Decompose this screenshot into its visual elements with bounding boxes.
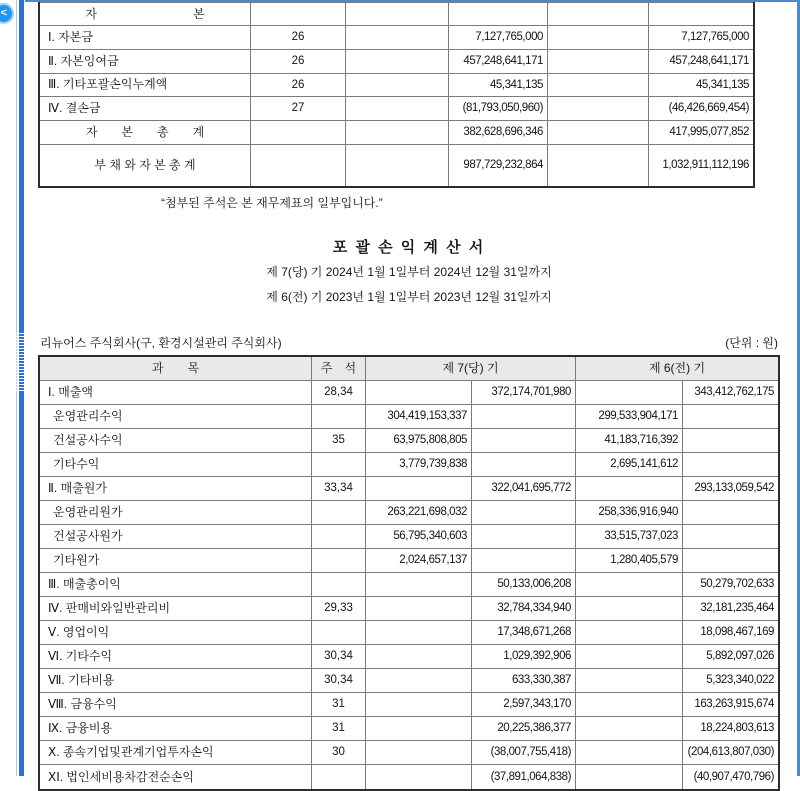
- amount-cell-text: (40,907,470,796): [693, 770, 774, 783]
- note-ref-cell: [312, 501, 366, 524]
- table-row: [40, 621, 778, 645]
- table-row: [40, 453, 778, 477]
- amount-cell: [576, 717, 683, 740]
- note-ref-cell: [251, 145, 346, 186]
- table-row: [40, 357, 778, 381]
- account-cell: [40, 50, 251, 73]
- amount-cell-text: 5,323,340,022: [706, 674, 774, 687]
- table-row: [40, 669, 778, 693]
- table-row: [40, 477, 778, 501]
- table-row: [40, 429, 778, 453]
- amount-cell-text: 18,098,467,169: [700, 626, 774, 639]
- current-period-header-cell: [366, 357, 576, 380]
- amount-cell-text: 2,024,657,137: [399, 554, 467, 567]
- amount-cell-text: (37,891,064,838): [490, 770, 571, 783]
- amount-cell: [346, 97, 449, 120]
- note-ref-cell-text: 28,34: [324, 386, 353, 399]
- amount-cell: [366, 525, 472, 548]
- table-row: [40, 3, 753, 26]
- account-cell-text: 건설공사수익: [53, 433, 123, 447]
- note-ref-cell-text: 30,34: [324, 674, 353, 687]
- table-row: [40, 717, 778, 741]
- account-cell-text: Ⅰ. 매출액: [48, 385, 93, 399]
- amount-cell-text: (38,007,755,418): [490, 746, 571, 759]
- amount-cell: [472, 693, 576, 716]
- account-cell-text: Ⅷ. 금융수익: [48, 697, 117, 711]
- company-and-unit-row: [40, 334, 778, 351]
- account-header-cell-text: 과 목: [151, 361, 200, 375]
- amount-cell: [366, 501, 472, 524]
- note-ref-cell: [312, 405, 366, 428]
- table-row: [40, 121, 753, 145]
- note-ref-cell: [251, 3, 346, 25]
- viewer-frame-border-top: [25, 0, 800, 2]
- note-ref-cell: [312, 381, 366, 404]
- amount-cell-text: 56,795,340,603: [393, 530, 467, 543]
- prior-period-header-cell: [576, 357, 778, 380]
- amount-cell-text: 45,341,135: [695, 78, 749, 91]
- table-row: [40, 549, 778, 573]
- amount-cell-text: 33,515,737,023: [604, 530, 678, 543]
- note-ref-cell: [312, 453, 366, 476]
- amount-cell-text: 50,133,006,208: [497, 578, 571, 591]
- account-cell-text: Ⅴ. 영업이익: [48, 625, 110, 639]
- amount-cell-text: 41,183,716,392: [604, 434, 678, 447]
- amount-cell-text: 45,341,135: [489, 78, 543, 91]
- amount-cell: [683, 597, 778, 620]
- amount-cell: [683, 669, 778, 692]
- amount-cell: [472, 501, 576, 524]
- amount-cell-text: 372,174,701,980: [491, 386, 571, 399]
- table-row: [40, 765, 778, 789]
- amount-cell: [683, 573, 778, 596]
- company-name: 리뉴어스 주식회사(구, 환경시설관리 주식회사): [40, 336, 282, 350]
- amount-cell-text: 163,263,915,674: [694, 698, 774, 711]
- note-ref-cell: [312, 717, 366, 740]
- statement-title: 포 괄 손 익 계 산 서: [332, 239, 486, 256]
- account-cell-text: Ⅳ. 판매비와일반관리비: [48, 601, 171, 615]
- account-header-cell: [40, 357, 312, 380]
- account-cell: [40, 669, 312, 692]
- note-ref-cell-text: 26: [291, 54, 305, 67]
- account-cell: [40, 501, 312, 524]
- amount-cell-text: 263,221,698,032: [387, 506, 467, 519]
- amount-cell: [683, 741, 778, 764]
- amount-cell: [472, 429, 576, 452]
- amount-cell: [366, 453, 472, 476]
- note-ref-cell-text: 35: [332, 434, 345, 447]
- account-cell: [40, 717, 312, 740]
- account-cell-text: Ⅰ. 자본금: [48, 29, 93, 44]
- amount-cell-text: 322,041,695,772: [491, 482, 571, 495]
- table-row: [40, 381, 778, 405]
- amount-cell-text: 304,419,153,337: [387, 410, 467, 423]
- account-cell-text: Ⅳ. 결손금: [48, 101, 101, 116]
- account-cell-text: Ⅸ. 금융비용: [48, 721, 113, 735]
- amount-cell: [548, 50, 649, 73]
- amount-cell-text: 2,597,343,170: [503, 698, 571, 711]
- amount-cell: [366, 477, 472, 500]
- account-cell: [40, 97, 251, 120]
- panel-splitter-bar[interactable]: [15, 0, 25, 776]
- note-ref-cell: [312, 741, 366, 764]
- amount-cell: [548, 74, 649, 97]
- amount-cell: [366, 693, 472, 716]
- amount-cell-text: 1,032,911,112,196: [662, 159, 749, 171]
- note-ref-cell: [312, 765, 366, 789]
- note-ref-cell: [251, 97, 346, 120]
- amount-cell: [683, 477, 778, 500]
- account-cell-text: Ⅹ. 종속기업및관계기업투자손익: [48, 745, 214, 759]
- income-statement-table: [38, 355, 780, 791]
- account-cell: [40, 429, 312, 452]
- amount-cell-text: 343,412,762,175: [694, 386, 774, 399]
- account-cell: [40, 621, 312, 644]
- account-cell: [40, 121, 251, 144]
- amount-cell: [472, 669, 576, 692]
- account-cell-text: 자 본: [85, 6, 205, 21]
- amount-cell: [683, 453, 778, 476]
- amount-cell-text: 63,975,808,805: [393, 434, 467, 447]
- amount-cell-text: 3,779,739,838: [399, 458, 467, 471]
- amount-cell: [449, 121, 548, 144]
- amount-cell: [576, 477, 683, 500]
- account-cell: [40, 525, 312, 548]
- table-row: [40, 573, 778, 597]
- amount-cell: [366, 717, 472, 740]
- amount-cell: [548, 121, 649, 144]
- amount-cell-text: 50,279,702,633: [700, 578, 774, 591]
- attached-notes-disclaimer: “첨부된 주석은 본 재무제표의 일부입니다.”: [161, 196, 383, 210]
- account-cell-text: ⅩⅠ. 법인세비용차감전순손익: [48, 769, 194, 784]
- amount-cell: [472, 765, 576, 789]
- table-row: [40, 525, 778, 549]
- account-cell-text: 기타수익: [53, 457, 100, 471]
- note-ref-cell: [312, 669, 366, 692]
- table-row: [40, 97, 753, 121]
- note-ref-cell: [312, 477, 366, 500]
- balance-sheet-capital-table: [38, 0, 755, 188]
- account-cell: [40, 477, 312, 500]
- account-cell: [40, 549, 312, 572]
- note-ref-cell: [312, 429, 366, 452]
- account-cell: [40, 573, 312, 596]
- amount-cell-text: 417,995,077,852: [669, 126, 749, 139]
- current-period-header-cell-text: 제 7(당) 기: [442, 361, 499, 375]
- account-cell: [40, 405, 312, 428]
- amount-cell: [472, 453, 576, 476]
- amount-cell: [683, 429, 778, 452]
- amount-cell: [683, 525, 778, 548]
- prior-period-line: 제 6(전) 기 2023년 1월 1일부터 2023년 12월 31일까지: [266, 290, 552, 304]
- note-ref-cell: [312, 573, 366, 596]
- amount-cell: [366, 549, 472, 572]
- amount-cell: [472, 381, 576, 404]
- amount-cell: [472, 549, 576, 572]
- amount-cell-text: 633,330,387: [511, 674, 571, 687]
- account-cell-text: Ⅵ. 기타수익: [48, 649, 113, 663]
- note-ref-cell-text: 26: [291, 31, 305, 44]
- amount-cell: [576, 573, 683, 596]
- note-header-cell-text: 주 석: [320, 361, 357, 375]
- amount-cell-text: 5,892,097,026: [706, 650, 774, 663]
- amount-cell: [576, 405, 683, 428]
- note-ref-cell-text: 29,33: [324, 602, 353, 615]
- account-cell-text: 운영관리원가: [53, 505, 123, 519]
- account-cell: [40, 741, 312, 764]
- account-cell: [40, 26, 251, 49]
- note-ref-cell: [312, 621, 366, 644]
- amount-cell: [449, 50, 548, 73]
- note-ref-cell: [251, 74, 346, 97]
- amount-cell: [576, 597, 683, 620]
- account-cell-text: 운영관리수익: [53, 409, 123, 423]
- amount-cell: [576, 429, 683, 452]
- table-row: [40, 501, 778, 525]
- chevron-left-icon: <: [0, 7, 7, 19]
- amount-cell: [576, 693, 683, 716]
- amount-cell: [683, 693, 778, 716]
- table-row: [40, 145, 753, 186]
- amount-cell: [346, 50, 449, 73]
- note-ref-cell-text: 31: [332, 698, 345, 711]
- amount-cell: [576, 381, 683, 404]
- account-cell: [40, 74, 251, 97]
- amount-cell: [649, 145, 753, 186]
- amount-cell: [472, 645, 576, 668]
- amount-cell: [683, 549, 778, 572]
- amount-cell-text: 1,029,392,906: [503, 650, 571, 663]
- account-cell-text: Ⅲ. 기타포괄손익누계액: [48, 77, 168, 92]
- amount-cell: [346, 121, 449, 144]
- amount-cell: [576, 741, 683, 764]
- amount-cell: [366, 405, 472, 428]
- note-ref-cell: [312, 549, 366, 572]
- amount-cell: [683, 717, 778, 740]
- amount-cell: [366, 741, 472, 764]
- amount-cell-text: 382,628,696,346: [463, 126, 543, 139]
- note-ref-cell: [312, 525, 366, 548]
- amount-cell-text: 18,224,803,613: [700, 722, 774, 735]
- amount-cell: [576, 669, 683, 692]
- amount-cell: [472, 573, 576, 596]
- amount-cell: [649, 50, 753, 73]
- amount-cell: [366, 621, 472, 644]
- amount-cell: [649, 26, 753, 49]
- amount-cell: [366, 429, 472, 452]
- amount-cell: [472, 621, 576, 644]
- note-ref-cell: [251, 26, 346, 49]
- splitter-grip-handle[interactable]: [15, 333, 25, 393]
- amount-cell: [366, 597, 472, 620]
- amount-cell: [576, 765, 683, 789]
- amount-cell: [576, 645, 683, 668]
- account-cell: [40, 765, 312, 789]
- note-ref-cell-text: 26: [291, 78, 305, 91]
- amount-cell: [366, 765, 472, 789]
- amount-cell-text: 2,695,141,612: [610, 458, 678, 471]
- note-ref-cell: [251, 50, 346, 73]
- table-row: [40, 645, 778, 669]
- account-cell: [40, 597, 312, 620]
- amount-cell-text: 1,280,405,579: [610, 554, 678, 567]
- table-row: [40, 597, 778, 621]
- amount-cell: [576, 453, 683, 476]
- account-cell: [40, 3, 251, 25]
- amount-cell-text: 7,127,765,000: [681, 31, 749, 44]
- amount-cell: [449, 145, 548, 186]
- table-row: [40, 50, 753, 74]
- amount-cell: [449, 3, 548, 25]
- amount-cell: [346, 145, 449, 186]
- note-ref-cell: [251, 121, 346, 144]
- amount-cell: [472, 405, 576, 428]
- account-cell-text: 건설공사원가: [53, 529, 123, 543]
- amount-cell: [683, 381, 778, 404]
- note-ref-cell-text: 33,34: [324, 482, 353, 495]
- amount-cell-text: (81,793,050,960): [462, 102, 543, 115]
- note-ref-cell-text: 31: [332, 722, 345, 735]
- note-ref-cell-text: 27: [291, 102, 305, 115]
- account-cell: [40, 693, 312, 716]
- amount-cell-text: 17,348,671,268: [497, 626, 571, 639]
- table-row: [40, 74, 753, 98]
- amount-cell: [449, 26, 548, 49]
- amount-cell: [366, 381, 472, 404]
- amount-cell-text: 7,127,765,000: [475, 31, 543, 44]
- account-cell: [40, 453, 312, 476]
- amount-cell: [472, 741, 576, 764]
- amount-cell-text: 20,225,386,377: [497, 722, 571, 735]
- amount-cell-text: 457,248,641,171: [463, 54, 543, 67]
- note-ref-cell-text: 30: [332, 746, 345, 759]
- amount-cell: [548, 26, 649, 49]
- amount-cell: [346, 74, 449, 97]
- account-cell-text: Ⅱ. 자본잉여금: [48, 53, 119, 68]
- amount-cell: [576, 549, 683, 572]
- note-ref-cell-text: 30,34: [324, 650, 353, 663]
- amount-cell-text: (46,426,669,454): [668, 102, 749, 115]
- amount-cell: [683, 501, 778, 524]
- amount-cell: [449, 74, 548, 97]
- amount-cell-text: 457,248,641,171: [669, 54, 749, 67]
- amount-cell-text: (204,613,807,030): [687, 746, 774, 759]
- table-row: [40, 741, 778, 765]
- account-cell: [40, 645, 312, 668]
- account-cell-text: 기타원가: [53, 553, 100, 567]
- prior-period-header-cell-text: 제 6(전) 기: [648, 361, 706, 375]
- account-cell-text: 부 채 와 자 본 총 계: [94, 158, 196, 172]
- amount-cell: [576, 501, 683, 524]
- amount-cell: [548, 97, 649, 120]
- account-cell-text: Ⅶ. 기타비용: [48, 673, 115, 687]
- amount-cell-text: 293,133,059,542: [694, 482, 774, 495]
- amount-cell-text: 299,533,904,171: [598, 410, 678, 423]
- amount-cell: [346, 3, 449, 25]
- table-row: [40, 693, 778, 717]
- amount-cell: [472, 717, 576, 740]
- amount-cell: [576, 525, 683, 548]
- amount-cell: [683, 645, 778, 668]
- amount-cell: [576, 621, 683, 644]
- amount-cell-text: 32,784,334,940: [497, 602, 571, 615]
- account-cell: [40, 145, 251, 186]
- amount-cell: [683, 765, 778, 789]
- unit-label: (단위 : 원): [725, 336, 778, 350]
- amount-cell: [548, 145, 649, 186]
- amount-cell: [649, 121, 753, 144]
- account-cell-text: 자 본 총 계: [85, 125, 205, 139]
- amount-cell: [346, 26, 449, 49]
- amount-cell: [472, 597, 576, 620]
- amount-cell: [649, 3, 753, 25]
- amount-cell-text: 258,336,916,940: [598, 506, 678, 519]
- amount-cell: [449, 97, 548, 120]
- account-cell-text: Ⅲ. 매출총이익: [48, 577, 121, 591]
- amount-cell: [366, 669, 472, 692]
- account-cell-text: Ⅱ. 매출원가: [48, 481, 107, 495]
- note-ref-cell: [312, 693, 366, 716]
- amount-cell: [649, 74, 753, 97]
- table-row: [40, 405, 778, 429]
- amount-cell: [683, 621, 778, 644]
- amount-cell: [548, 3, 649, 25]
- amount-cell: [649, 97, 753, 120]
- amount-cell: [472, 477, 576, 500]
- note-header-cell: [312, 357, 366, 380]
- amount-cell: [366, 573, 472, 596]
- sidebar-collapse-button[interactable]: [0, 3, 14, 24]
- note-ref-cell: [312, 645, 366, 668]
- current-period-line: 제 7(당) 기 2024년 1월 1일부터 2024년 12월 31일까지: [266, 265, 552, 279]
- amount-cell: [366, 645, 472, 668]
- table-row: [40, 26, 753, 50]
- amount-cell-text: 32,181,235,464: [700, 602, 774, 615]
- note-ref-cell: [312, 597, 366, 620]
- amount-cell: [683, 405, 778, 428]
- account-cell: [40, 381, 312, 404]
- amount-cell: [472, 525, 576, 548]
- amount-cell-text: 987,729,232,864: [463, 159, 543, 172]
